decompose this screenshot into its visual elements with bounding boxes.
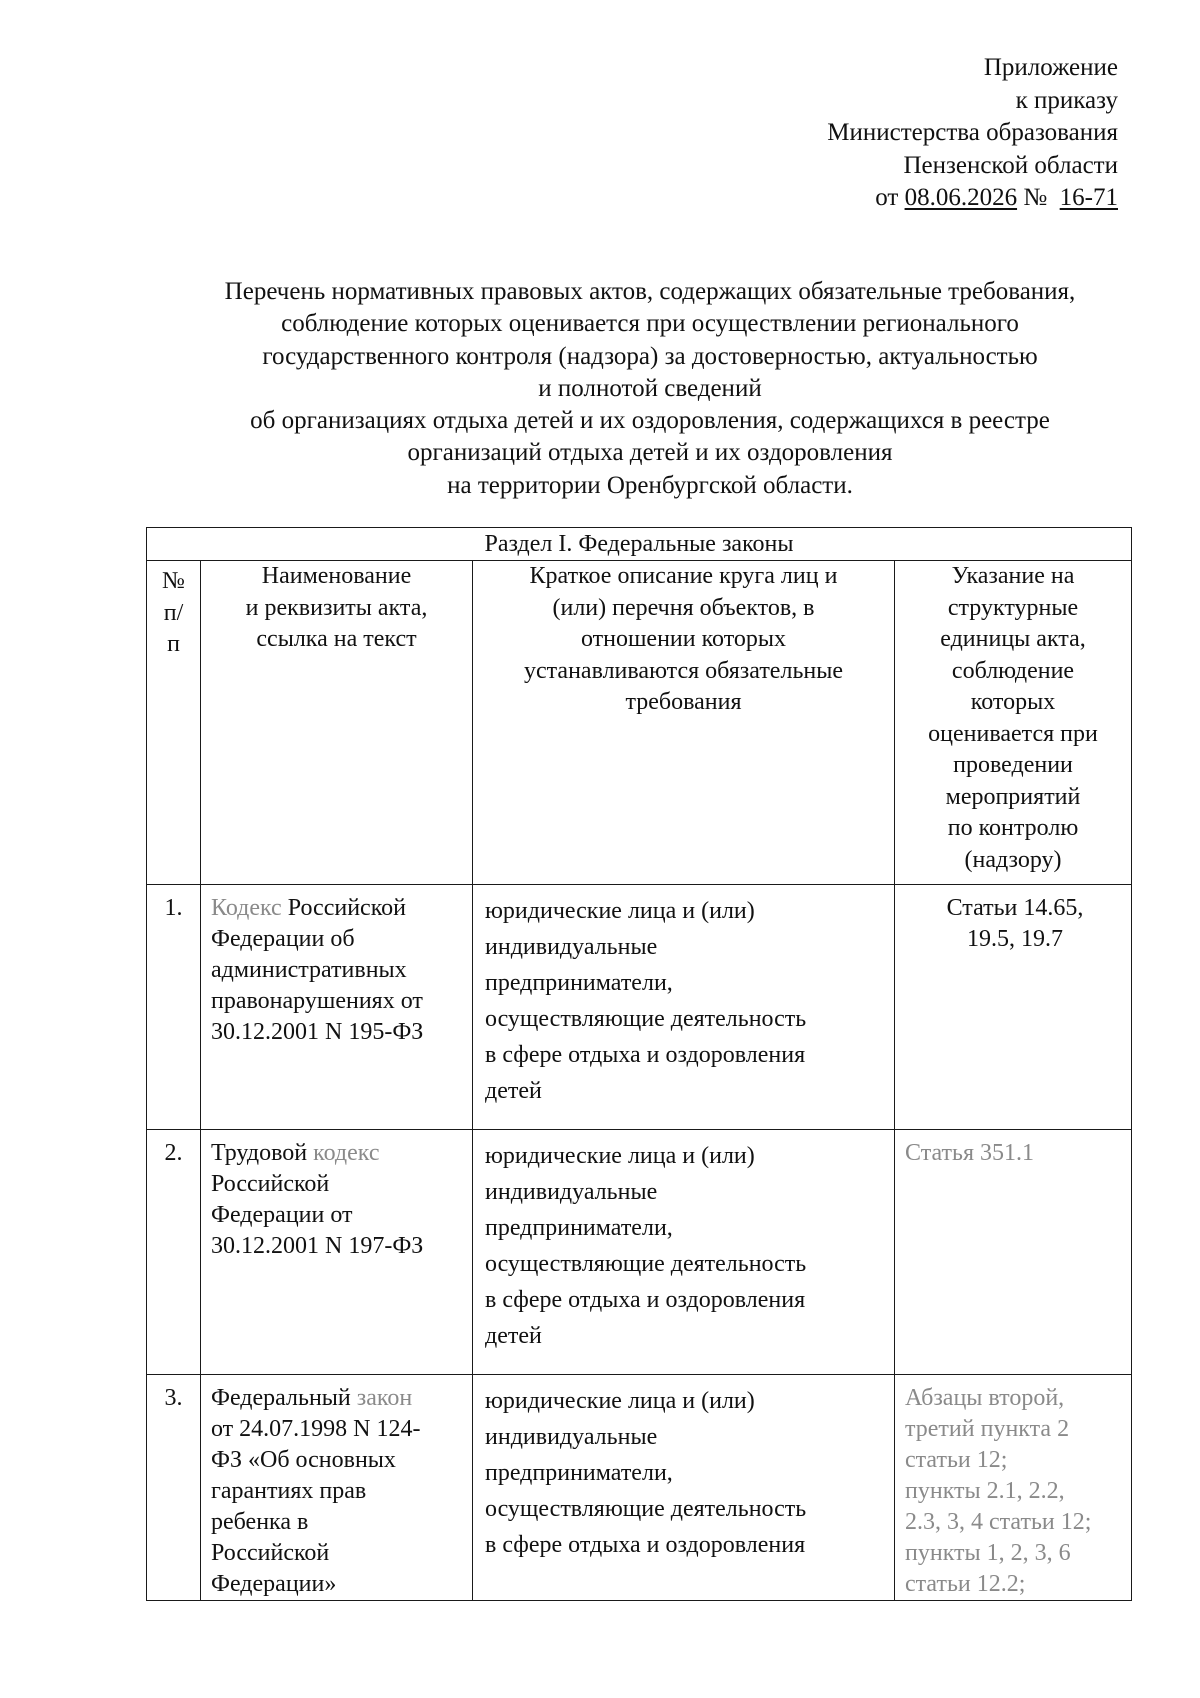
header-line: п/ [163, 599, 184, 626]
act-name-line: Федерации от [211, 1202, 353, 1228]
header-units [895, 561, 1132, 885]
header-line: которых [970, 689, 1056, 715]
header-line: единицы акта, [940, 626, 1086, 652]
header-line: Краткое описание круга лиц и [529, 563, 838, 589]
desc-line: детей [485, 1078, 542, 1104]
desc-line: осуществляющие деятельность [485, 1006, 807, 1032]
title-line: и полнотой сведений [538, 374, 762, 402]
desc-line: индивидуальные [485, 1179, 658, 1205]
act-name-line: административных [211, 957, 407, 983]
header-line: и реквизиты акта, [245, 594, 428, 621]
desc-line: индивидуальные [485, 1424, 658, 1450]
header-line: мероприятий [945, 783, 1081, 810]
act-units[interactable] [895, 1375, 1132, 1601]
header-line: соблюдение [951, 657, 1075, 684]
table-row [147, 1375, 1132, 1601]
act-link[interactable]: закон [356, 1385, 413, 1411]
act-name [201, 1130, 473, 1375]
act-units [895, 885, 1132, 1130]
act-units[interactable] [895, 1130, 1132, 1375]
header-line: № [162, 568, 185, 594]
desc-line: юридические лица и (или) [485, 898, 755, 924]
units-link[interactable]: статьи 12; [905, 1447, 1008, 1473]
date-prefix: от [875, 184, 899, 211]
header-num [147, 561, 201, 885]
act-name-line: от 24.07.1998 N 124- [211, 1416, 421, 1442]
header-line: (надзору) [964, 846, 1062, 873]
header-name [201, 561, 473, 885]
row-number: 3. [147, 1375, 201, 1601]
header-line: Указание на [951, 563, 1075, 589]
desc-line: индивидуальные [485, 934, 658, 960]
title-line: соблюдение которых оценивается при осуществлении регионального [281, 310, 1019, 338]
desc-line: в сфере отдыха и оздоровления [485, 1287, 806, 1313]
header-line: ссылка на текст [256, 626, 417, 652]
act-description [473, 1375, 895, 1601]
header-line: п [167, 631, 180, 657]
units-link[interactable]: Статья 351.1 [905, 1140, 1034, 1166]
header-line: структурные [947, 594, 1079, 621]
table-row [147, 1130, 1132, 1375]
act-name-line: ФЗ «Об основных [211, 1447, 396, 1473]
units-link[interactable]: третий пункта 2 [905, 1416, 1070, 1442]
act-name-line: Российской [211, 1171, 330, 1197]
title-line: государственного контроля (надзора) за достоверностью, актуальностью [262, 342, 1038, 370]
appendix-line: к приказу [1015, 86, 1118, 114]
title-line: об организациях отдыха детей и их оздоровления, содержащихся в реестре [250, 407, 1050, 435]
desc-line: предприниматели, [485, 1215, 673, 1241]
appendix-date-line [827, 182, 1118, 215]
title-line: Перечень нормативных правовых актов, содержащих обязательные требования, [224, 278, 1076, 305]
acts-table [146, 527, 1132, 1601]
order-number: 16-71 [1059, 184, 1118, 211]
desc-line: юридические лица и (или) [485, 1388, 755, 1414]
act-name-line [211, 893, 464, 924]
act-name-line: гарантиях прав [211, 1478, 367, 1504]
units-link[interactable]: пункты 2.1, 2.2, [905, 1478, 1065, 1504]
units-line: 19.5, 19.7 [967, 926, 1063, 952]
desc-line: предприниматели, [485, 1460, 673, 1486]
act-name-line: Российской [211, 1540, 330, 1566]
desc-line: в сфере отдыха и оздоровления [485, 1042, 806, 1068]
row-number: 1. [147, 885, 201, 1130]
units-link[interactable]: 2.3, 3, 4 статьи 12; [905, 1509, 1092, 1535]
act-name-line: правонарушениях от [211, 988, 423, 1014]
act-name-line: Федерации об [211, 926, 355, 952]
units-line: Статьи 14.65, [946, 895, 1084, 921]
header-line: по контролю [947, 815, 1079, 841]
desc-line: предприниматели, [485, 970, 673, 996]
act-name-text: Трудовой [211, 1140, 308, 1166]
act-link[interactable]: кодекс [313, 1140, 380, 1166]
table-row [147, 885, 1132, 1130]
header-line: оценивается при [928, 720, 1098, 747]
section-title: Раздел I. Федеральные законы [147, 528, 1132, 561]
title-line: на территории Оренбургской области. [447, 471, 853, 499]
header-line: Наименование [261, 563, 412, 589]
appendix-line: Приложение [983, 54, 1118, 81]
title-line: организаций отдыха детей и их оздоровления [407, 439, 893, 467]
act-name-text: Федеральный [211, 1385, 351, 1411]
header-line: требования [625, 689, 742, 715]
act-name-line [211, 1383, 464, 1414]
units-link[interactable]: статьи 12.2; [905, 1571, 1026, 1597]
desc-line: осуществляющие деятельность [485, 1496, 807, 1522]
table-header-row [147, 561, 1132, 885]
appendix-header [827, 52, 1118, 215]
number-prefix: № [1023, 184, 1048, 211]
units-link[interactable]: Абзацы второй, [905, 1385, 1065, 1411]
act-name-line: ребенка в [211, 1509, 309, 1535]
header-desc [473, 561, 895, 885]
act-name-line [211, 1138, 464, 1169]
act-name [201, 1375, 473, 1601]
appendix-line: Министерства образования [827, 119, 1118, 146]
act-name-line: Федерации» [211, 1571, 337, 1597]
act-name-line: 30.12.2001 N 195-ФЗ [211, 1019, 424, 1045]
document-title [100, 276, 1200, 502]
header-line: проведении [953, 752, 1073, 778]
act-name-line: 30.12.2001 N 197-ФЗ [211, 1233, 424, 1259]
row-number: 2. [147, 1130, 201, 1375]
desc-line: осуществляющие деятельность [485, 1251, 807, 1277]
act-description [473, 1130, 895, 1375]
units-link[interactable]: пункты 1, 2, 3, 6 [905, 1540, 1071, 1566]
act-description [473, 885, 895, 1130]
section-row [147, 528, 1132, 561]
header-line: (или) перечня объектов, в [552, 594, 815, 621]
act-name [201, 885, 473, 1130]
appendix-line: Пензенской области [903, 151, 1118, 179]
act-name-text: Российской [287, 895, 406, 921]
desc-line: в сфере отдыха и оздоровления [485, 1532, 806, 1558]
desc-line: детей [485, 1323, 542, 1349]
desc-line: юридические лица и (или) [485, 1143, 755, 1169]
order-date: 08.06.2026 [904, 184, 1018, 211]
header-line: устанавливаются обязательные [523, 657, 844, 684]
act-link[interactable]: Кодекс [211, 895, 282, 921]
header-line: отношении которых [580, 626, 787, 652]
